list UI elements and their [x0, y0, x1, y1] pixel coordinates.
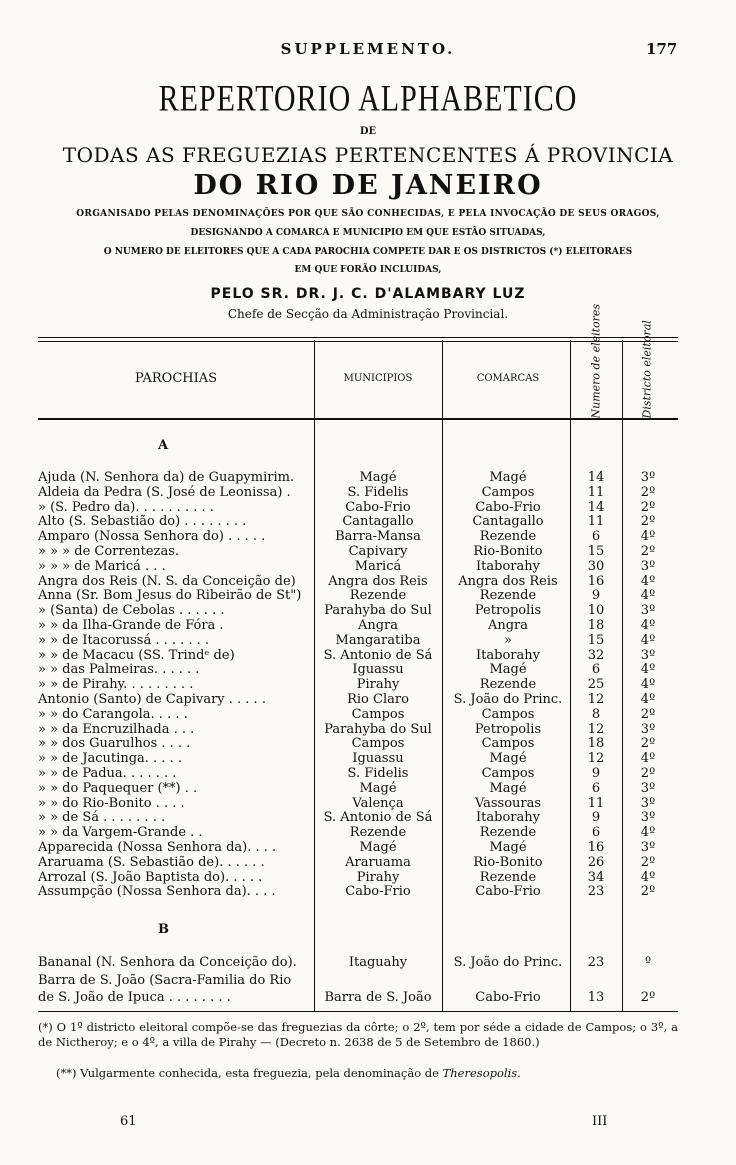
eleitores-cell: 15 [587, 544, 605, 559]
municipio-cell: Magé [359, 840, 397, 855]
comarca-cell: Magé [489, 840, 527, 855]
municipio-cell: Pirahy [356, 677, 400, 693]
parochia-cell: » » do Paquequer (**) . . [38, 780, 198, 796]
parochia-cell: Bananal (N. Senhora da Conceição do). [38, 955, 297, 970]
comarca-cell: Cantagallo [472, 514, 544, 530]
districto-cell: 4º [640, 573, 656, 589]
eleitores-cell: 26 [587, 854, 605, 870]
municipio-cell: Campos [351, 706, 405, 722]
eleitores-cell: 13 [587, 990, 605, 1005]
eleitores-cell: 12 [587, 751, 605, 767]
footnote-2 [38, 1066, 678, 1081]
municipio-cell: Magé [359, 780, 397, 796]
eleitores-cell: 16 [587, 573, 605, 589]
districto-cell: 3º [640, 840, 656, 855]
eleitores-cell: 10 [587, 603, 605, 619]
parochia-cell: Arrozal (S. João Baptista do). . . . . [38, 869, 263, 885]
eleitores-cell: 25 [587, 677, 605, 693]
districto-cell: 2º [640, 514, 656, 530]
eleitores-cell: 6 [591, 825, 601, 841]
districto-cell: 3º [640, 558, 656, 574]
table-row [0, 840, 736, 855]
districto-cell: 3º [640, 603, 656, 619]
table-row [0, 544, 736, 559]
table-row [0, 796, 736, 811]
table-row [0, 618, 736, 633]
eleitores-cell: 9 [591, 588, 601, 604]
parochia-cell: » (S. Pedro da). . . . . . . . . . [38, 499, 214, 515]
municipio-cell: Rezende [349, 588, 407, 604]
districto-cell: 4º [640, 751, 656, 767]
comarca-cell: Vassouras [474, 795, 542, 811]
parochia-cell: Anna (Sr. Bom Jesus do Ribeirão de St") [38, 588, 302, 604]
comarca-cell: Campos [481, 484, 535, 500]
title-line3: TODAS AS FREGUEZIAS PERTENCENTES Á PROVINCIA [62, 143, 674, 167]
municipio-cell: Cabo-Frio [345, 884, 411, 900]
comarca-cell: Itaborahy [476, 647, 540, 663]
table-row [0, 973, 736, 988]
districto-cell: 4º [640, 677, 656, 693]
table-row [0, 781, 736, 796]
municipio-cell: Rio Claro [347, 692, 409, 707]
comarca-cell: Campos [481, 736, 535, 752]
comarca-cell: Rezende [479, 677, 537, 693]
running-title: SUPPLEMENTO. [280, 40, 456, 58]
parochia-cell: Assumpção (Nossa Senhora da). . . . [38, 884, 276, 900]
municipio-cell: S. Antonio de Sá [323, 810, 433, 826]
eleitores-cell: 9 [591, 810, 601, 826]
municipio-cell: Mangaratiba [335, 632, 421, 648]
eleitores-cell: 32 [587, 647, 605, 663]
comarca-cell: Petropolis [474, 721, 542, 737]
table-row [0, 677, 736, 692]
parochia-cell: Ajuda (N. Senhora da) de Guapymirim. [38, 470, 295, 485]
districto-cell: 2º [640, 544, 656, 559]
eleitores-cell: 6 [591, 780, 601, 796]
comarca-cell: Magé [489, 780, 527, 796]
footnote-1: (*) O 1º districto eleitoral compõe-se das freguezias da côrte; o 2º, tem por séde a cidade de Campos; o 3º, a de Nictheroy; e o 4º, a villa de Pirahy — (Decreto n. 2638 de 5 de Setembro de 1860.) [38, 1020, 678, 1049]
districto-cell: 3º [640, 470, 656, 485]
page-number: 177 [646, 40, 678, 58]
table-row [0, 648, 736, 663]
parochia-cell: Amparo (Nossa Senhora do) . . . . . [38, 529, 266, 545]
districto-cell: 2º [640, 766, 656, 781]
parochia-cell: Apparecida (Nossa Senhora da). . . . [38, 840, 277, 855]
table-top-rule-2 [38, 341, 678, 342]
eleitores-cell: 18 [587, 618, 605, 633]
municipio-cell: Rezende [349, 825, 407, 841]
parochia-cell: » » das Palmeiras. . . . . . [38, 662, 200, 678]
affiliation: Chefe de Secção da Administração Provincial. [227, 307, 509, 321]
table-row [0, 955, 736, 970]
districto-cell: 4º [640, 618, 656, 633]
table-row [0, 884, 736, 899]
table-row [0, 574, 736, 589]
comarca-cell: Campos [481, 766, 535, 781]
table-bottom-rule [38, 1011, 678, 1012]
districto-cell: 2º [640, 990, 656, 1005]
eleitores-cell: 23 [587, 955, 605, 970]
districto-cell: 3º [640, 721, 656, 737]
comarca-cell: Rezende [479, 529, 537, 545]
table-row [0, 662, 736, 677]
table-row [0, 500, 736, 515]
districto-cell: 2º [640, 884, 656, 900]
comarca-cell: Rio-Bonito [473, 544, 543, 559]
table-row [0, 529, 736, 544]
eleitores-cell: 23 [587, 884, 605, 900]
table-row [0, 485, 736, 500]
table-row [0, 825, 736, 840]
header-numero: Numero de eleitores [589, 303, 603, 419]
header-bottom-rule [38, 418, 678, 420]
eleitores-cell: 12 [587, 721, 605, 737]
comarca-cell: » [504, 632, 512, 648]
comarca-cell: Campos [481, 706, 535, 722]
eleitores-cell: 6 [591, 529, 601, 545]
parochia-cell: » » dos Guarulhos . . . . [38, 736, 191, 752]
comarca-cell: Petropolis [474, 603, 542, 619]
eleitores-cell: 11 [587, 514, 605, 530]
municipio-cell: Iguassu [352, 662, 404, 678]
municipio-cell: Cabo-Frio [345, 499, 411, 515]
districto-cell: 2º [640, 484, 656, 500]
municipio-cell: Valença [352, 795, 404, 811]
parochia-cell: » » de Sá . . . . . . . . [38, 810, 166, 826]
eleitores-cell: 14 [587, 470, 605, 485]
municipio-cell: S. Fidelis [347, 484, 409, 500]
table-top-rule [38, 337, 678, 338]
subtitle-line4: EM QUE FORÃO INCLUIDAS, [294, 265, 442, 275]
table-row [0, 870, 736, 885]
parochia-cell: » » de Itacorussá . . . . . . . [38, 632, 210, 648]
title-line4: DO RIO DE JANEIRO [193, 170, 543, 201]
municipio-cell: S. Fidelis [347, 766, 409, 781]
table-row [0, 766, 736, 781]
parochia-cell: Angra dos Reis (N. S. da Conceição de) [38, 573, 296, 589]
subtitle-line3: O NUMERO DE ELEITORES QUE A CADA PAROCHIA COMPETE DAR E OS DISTRICTOS (*) ELEITORAES [103, 247, 633, 257]
districto-cell: 3º [640, 795, 656, 811]
signature-mark-right: III [592, 1114, 608, 1129]
comarca-cell: Rezende [479, 869, 537, 885]
districto-cell: 3º [640, 780, 656, 796]
municipio-cell: Maricá [354, 558, 402, 574]
districto-cell: 3º [640, 810, 656, 826]
table-row [0, 810, 736, 825]
eleitores-cell: 11 [587, 795, 605, 811]
section-letter-b: B [158, 922, 169, 937]
comarca-cell: Rezende [479, 588, 537, 604]
header-municipios: MUNICIPIOS [343, 373, 413, 384]
eleitores-cell: 9 [591, 766, 601, 781]
section-letter-a: A [158, 438, 169, 453]
eleitores-cell: 11 [587, 484, 605, 500]
parochia-cell: » » da Encruzilhada . . . [38, 721, 195, 737]
table-row [0, 603, 736, 618]
parochia-cell: de S. João de Ipuca . . . . . . . . [38, 990, 231, 1005]
parochia-cell: » » » de Maricá . . . [38, 558, 166, 574]
comarca-cell: Angra [487, 618, 529, 633]
eleitores-cell: 8 [591, 706, 601, 722]
parochia-cell: » » » de Correntezas. [38, 544, 179, 559]
main-title: REPERTORIO ALPHABETICO [158, 77, 578, 119]
districto-cell: 4º [640, 869, 656, 885]
districto-cell: 4º [640, 692, 656, 707]
table-row [0, 736, 736, 751]
parochia-cell: Aldeia da Pedra (S. José de Leonissa) . [38, 484, 291, 500]
parochia-cell: » » da Vargem-Grande . . [38, 825, 203, 841]
comarca-cell: Angra dos Reis [458, 573, 558, 589]
comarca-cell: Magé [489, 751, 527, 767]
municipio-cell: Cantagallo [342, 514, 414, 530]
municipio-cell: Capivary [348, 544, 408, 559]
subtitle-line1: ORGANISADO PELAS DENOMINAÇÕES POR QUE SÃO CONHECIDAS, E PELA INVOCAÇÃO DE SEUS ORAGOS, [76, 209, 660, 219]
footnote-2-name: Theresopolis. [442, 1066, 521, 1080]
comarca-cell: S. João do Princ. [453, 955, 563, 970]
table-row [0, 692, 736, 707]
table-row [0, 855, 736, 870]
comarca-cell: Rezende [479, 825, 537, 841]
districto-cell: 2º [640, 706, 656, 722]
parochia-cell: Barra de S. João (Sacra-Familia do Rio [38, 972, 292, 988]
municipio-cell: Parahyba do Sul [324, 603, 432, 619]
comarca-cell: Cabo-Frio [475, 990, 541, 1005]
table-row [0, 990, 736, 1005]
comarca-cell: Cabo-Frio [475, 499, 541, 515]
municipio-cell: Pirahy [356, 869, 400, 885]
parochia-cell: » » de Pirahy. . . . . . . . . [38, 677, 194, 693]
comarca-cell: Itaborahy [476, 558, 540, 574]
table-row [0, 514, 736, 529]
districto-cell: 3º [640, 647, 656, 663]
municipio-cell: Magé [359, 470, 397, 485]
districto-cell: 2º [640, 499, 656, 515]
municipio-cell: Itaguahy [348, 955, 408, 970]
municipio-cell: Parahyba do Sul [324, 721, 432, 737]
parochia-cell: » » do Rio-Bonito . . . . [38, 795, 185, 811]
districto-cell: 4º [640, 662, 656, 678]
municipio-cell: Barra-Mansa [335, 529, 421, 545]
districto-cell: 2º [640, 736, 656, 752]
table-row [0, 751, 736, 766]
municipio-cell: Angra dos Reis [328, 573, 428, 589]
comarca-cell: Magé [489, 662, 527, 678]
parochia-cell: » » de Padua. . . . . . . [38, 766, 177, 781]
table-row [0, 722, 736, 737]
comarca-cell: Itaborahy [476, 810, 540, 826]
table-row [0, 559, 736, 574]
municipio-cell: S. Antonio de Sá [323, 647, 433, 663]
municipio-cell: Campos [351, 736, 405, 752]
comarca-cell: S. João do Princ. [453, 692, 563, 707]
table-row [0, 707, 736, 722]
parochia-cell: Antonio (Santo) de Capivary . . . . . [38, 692, 266, 707]
subtitle-line2: DESIGNANDO A COMARCA E MUNICIPIO EM QUE ESTÃO SITUADAS, [190, 228, 546, 238]
comarca-cell: Cabo-Frio [475, 884, 541, 900]
table-row [0, 633, 736, 648]
municipio-cell: Barra de S. João [324, 990, 432, 1005]
municipio-cell: Angra [357, 618, 399, 633]
districto-cell: 4º [640, 825, 656, 841]
parochia-cell: » » de Macacu (SS. Trindᵉ de) [38, 647, 235, 663]
eleitores-cell: 6 [591, 662, 601, 678]
eleitores-cell: 30 [587, 558, 605, 574]
districto-cell: 4º [640, 529, 656, 545]
parochia-cell: » » de Jacutinga. . . . . [38, 751, 182, 767]
parochia-cell: » » do Carangola. . . . . [38, 706, 188, 722]
signature-mark-left: 61 [120, 1114, 137, 1129]
header-comarcas: COMARCAS [476, 373, 540, 384]
parochia-cell: Araruama (S. Sebastião de). . . . . . [38, 854, 265, 870]
eleitores-cell: 18 [587, 736, 605, 752]
eleitores-cell: 15 [587, 632, 605, 648]
parochia-cell: » (Santa) de Cebolas . . . . . . [38, 603, 225, 619]
eleitores-cell: 34 [587, 869, 605, 885]
eleitores-cell: 14 [587, 499, 605, 515]
districto-cell: º [644, 955, 652, 970]
eleitores-cell: 16 [587, 840, 605, 855]
comarca-cell: Magé [489, 470, 527, 485]
table-row [0, 470, 736, 485]
comarca-cell: Rio-Bonito [473, 854, 543, 870]
eleitores-cell: 12 [587, 692, 605, 707]
footnote-2-text: (**) Vulgarmente conhecida, esta freguezia, pela denominação de [56, 1066, 439, 1080]
districto-cell: 2º [640, 854, 656, 870]
parochia-cell: » » da Ilha-Grande de Fóra . [38, 618, 224, 633]
municipio-cell: Iguassu [352, 751, 404, 767]
title-de: DE [359, 126, 377, 137]
districto-cell: 4º [640, 588, 656, 604]
parochia-cell: Alto (S. Sebastião do) . . . . . . . . [38, 514, 247, 530]
districto-cell: 4º [640, 632, 656, 648]
header-parochias: PAROCHIAS [134, 371, 218, 386]
header-districto: Districto eleitoral [640, 320, 654, 419]
author: PELO SR. DR. J. C. D'ALAMBARY LUZ [210, 286, 526, 302]
table-row [0, 588, 736, 603]
municipio-cell: Araruama [345, 854, 411, 870]
